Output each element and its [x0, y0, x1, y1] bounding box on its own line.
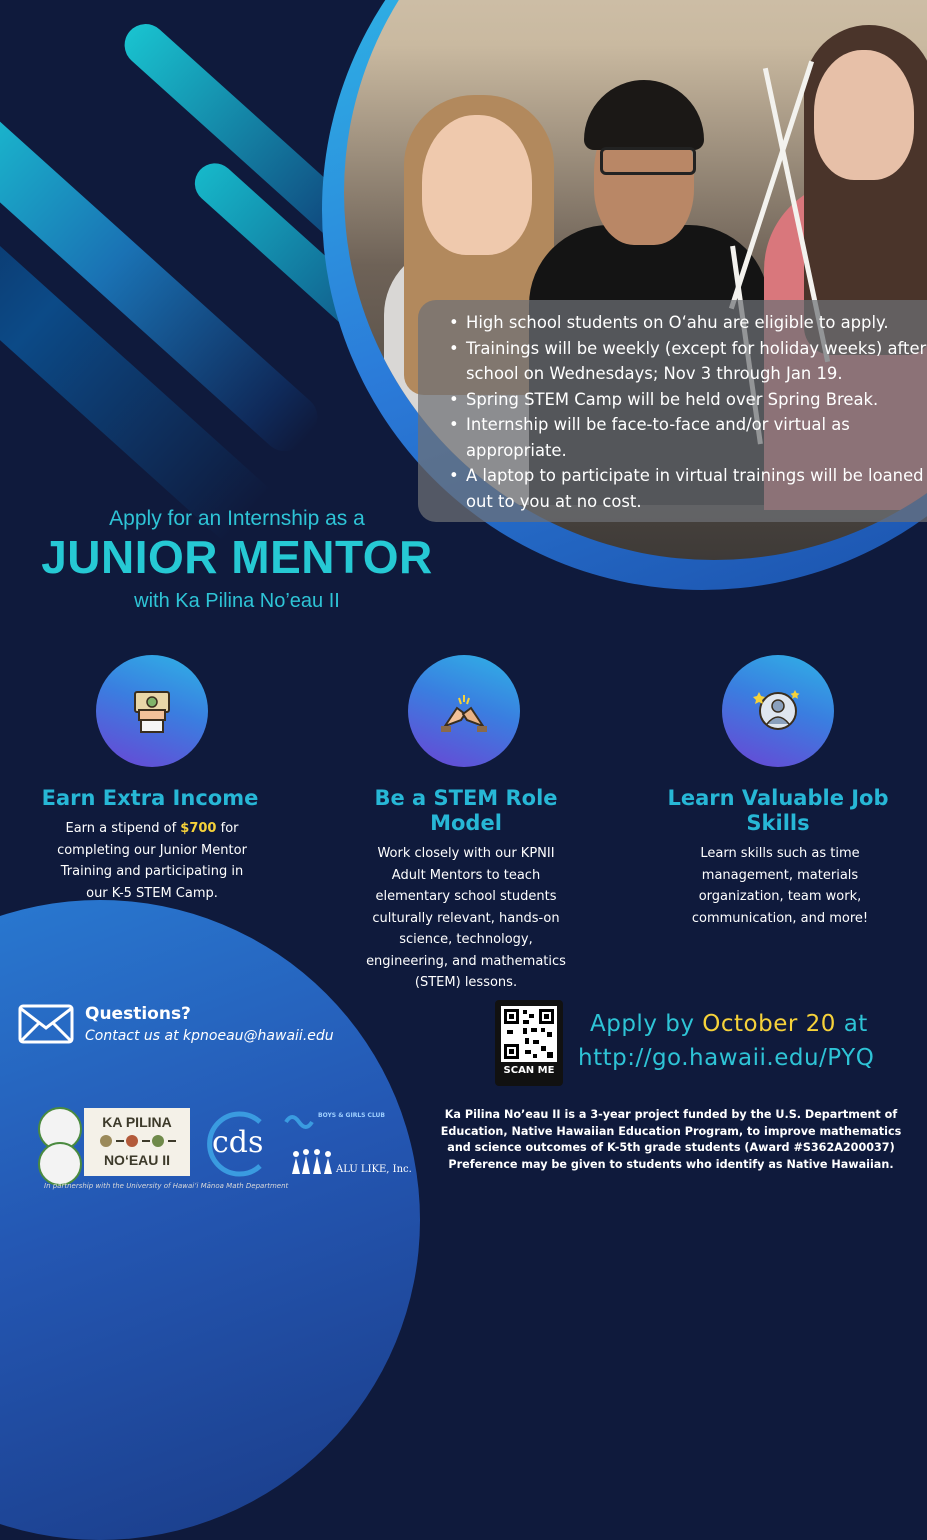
- feature-text: Work closely with our KPNII Adult Mentors to teach elementary school students culturally relevant, hands-on science, technology, engineering, and mathematics (STEM) lessons.: [366, 846, 566, 990]
- funding-statement: Ka Pilina No’eau II is a 3-year project funded by the U.S. Department of Education, Native Hawaiian Education Program, to improve mathematics and science outcomes of K-5th grade students (Award #S362A200037) Preference may be given to students who identify as Native Hawaiian.: [440, 1108, 902, 1171]
- contact-email[interactable]: Contact us at kpnoeau@hawaii.edu: [85, 1028, 334, 1044]
- cds-logo: [198, 1106, 274, 1182]
- list-item: • Internship will be face-to-face and/or virtual as appropriate.: [466, 412, 927, 463]
- partnership-note: In partnership with the University of Hawaiʻi Mānoa Math Department: [44, 1182, 289, 1190]
- headline-kicker: Apply for an Internship as a: [109, 507, 365, 530]
- apply-deadline: [590, 1011, 868, 1037]
- apply-date: October 20: [702, 1011, 836, 1037]
- feature-text-part: Earn a stipend of: [65, 821, 181, 836]
- feature-title: Learn Valuable Job Skills: [667, 786, 889, 835]
- feature-title: Earn Extra Income: [41, 786, 259, 810]
- feature-text: [48, 818, 256, 904]
- ka-pilina-logo: [84, 1108, 190, 1176]
- list-item: • Spring STEM Camp will be held over Spring Break.: [466, 387, 927, 413]
- mail-icon: [18, 1004, 74, 1048]
- list-item: • High school students on Oʻahu are eligible to apply.: [466, 310, 927, 336]
- qr-code-image: [501, 1006, 557, 1062]
- cds-logo-text: cds: [212, 1125, 264, 1160]
- apply-text: at: [835, 1011, 868, 1037]
- scan-me-label: SCAN ME: [503, 1065, 555, 1076]
- ka-pilina-logo-text: NOʻEAU II: [103, 1152, 171, 1168]
- person-stars-icon: [722, 655, 834, 767]
- eligibility-list: [418, 310, 927, 514]
- feature-text-part: for completing our Junior Mentor Training and participating in our K-5 STEM Camp.: [57, 821, 247, 901]
- stipend-amount: $700: [180, 821, 217, 836]
- feature-title: Be a STEM Role Model: [374, 786, 558, 835]
- alu-like-logo: [290, 1146, 334, 1180]
- boys-girls-club-logo-text: BOYS & GIRLS CLUB: [318, 1112, 386, 1119]
- boys-girls-club-logo: [284, 1110, 314, 1138]
- money-hand-icon: [96, 655, 208, 767]
- list-item: • A laptop to participate in virtual trainings will be loaned out to you at no cost.: [466, 463, 927, 514]
- feature-text: Learn skills such as time management, materials organization, team work, communication, and more!: [691, 846, 869, 926]
- questions-title: Questions?: [85, 1004, 191, 1024]
- page-title: JUNIOR MENTOR: [41, 531, 433, 583]
- eligibility-box: [418, 300, 927, 522]
- university-seal-logo: [38, 1142, 82, 1186]
- qr-code[interactable]: [495, 1000, 563, 1086]
- list-item: • Trainings will be weekly (except for holiday weeks) after school on Wednesdays; Nov 3 through Jan 19.: [466, 336, 927, 387]
- handshake-icon: [408, 655, 520, 767]
- ka-pilina-logo-text: KA PILINA: [102, 1114, 172, 1130]
- apply-text: Apply by: [590, 1011, 703, 1037]
- headline-subtitle: with Ka Pilina No’eau II: [134, 590, 340, 612]
- bg-circle: [0, 900, 420, 1540]
- alu-like-logo-text: ALU LIKE, Inc.: [336, 1164, 412, 1175]
- apply-url-link[interactable]: http://go.hawaii.edu/PYQ: [578, 1045, 875, 1071]
